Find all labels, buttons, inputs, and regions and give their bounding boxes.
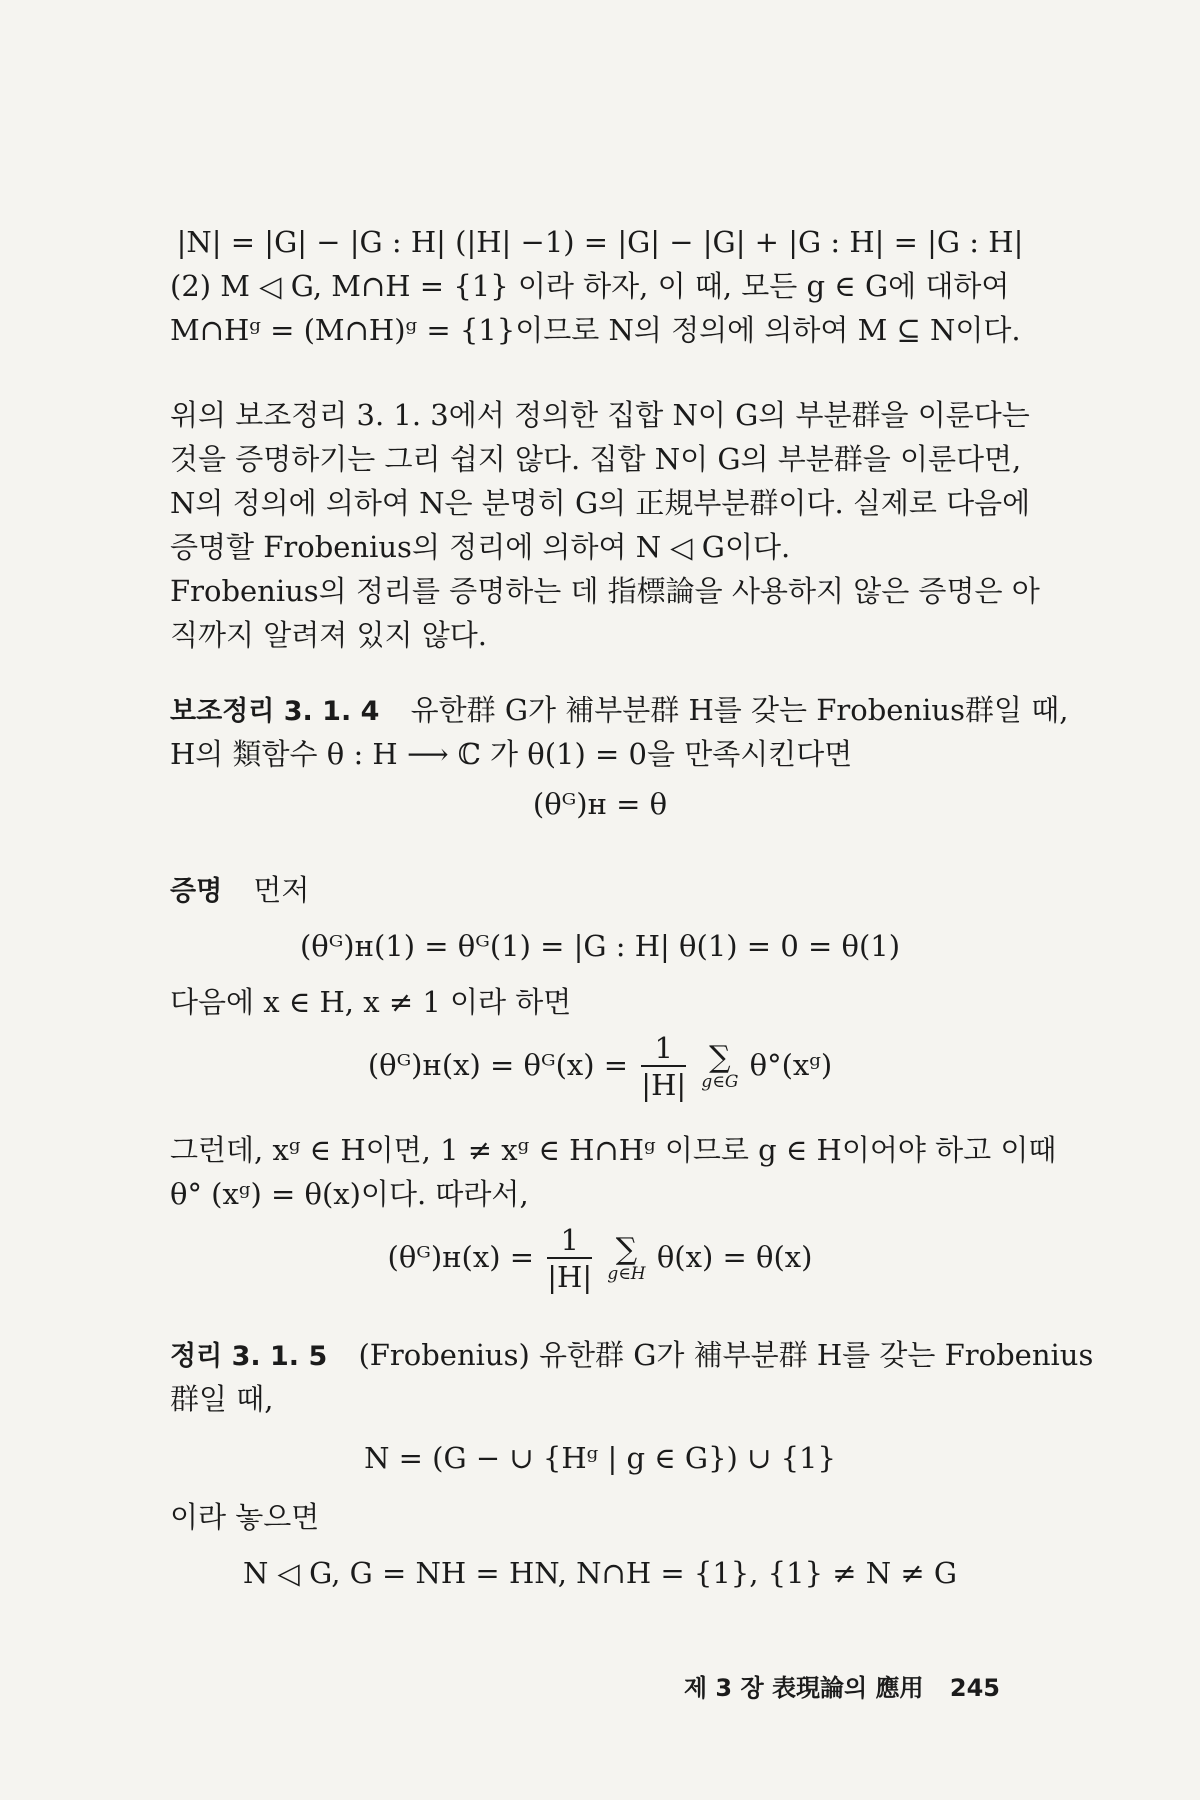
sigma-symbol: ∑ xyxy=(615,1232,638,1267)
equation-index: |N| = |G| − |G : H| (|H| −1) = |G| − |G| + |G : H| = |G : H| xyxy=(176,225,1024,259)
proof-line: 다음에 x ∈ H, x ≠ 1 이라 하면 xyxy=(170,985,572,1019)
theorem-conclusion: N ◁ G, G = NH = HN, N∩H = {1}, {1} ≠ N ≠ G xyxy=(242,1556,958,1590)
proof-text: 먼저 xyxy=(253,873,310,907)
sum-index: g∈G xyxy=(701,1072,739,1092)
paragraph-line: Frobenius의 정리를 증명하는 데 指標論을 사용하지 않은 증명은 아 xyxy=(170,574,1040,608)
lemma-line: H의 類함수 θ : H ⟶ ℂ 가 θ(1) = 0을 만족시킨다면 xyxy=(170,737,853,771)
proof-line xyxy=(170,870,1050,912)
theorem-heading: 정리 3. 1. 5 xyxy=(170,1341,328,1372)
page-footer xyxy=(684,1668,1000,1703)
theorem-line: 群일 때, xyxy=(170,1382,274,1416)
lemma-heading: 보조정리 3. 1. 4 xyxy=(170,696,380,727)
theorem-text: (Frobenius) 유한群 G가 補부분群 H를 갖는 Frobenius xyxy=(358,1338,1094,1372)
proof-line: θ° (xᵍ) = θ(x)이다. 따라서, xyxy=(170,1177,529,1211)
eq3-sum xyxy=(607,1232,646,1284)
proof-equation-1: (θᴳ)ʜ(1) = θᴳ(1) = |G : H| θ(1) = 0 = θ(1) xyxy=(299,929,901,963)
eq3-fraction xyxy=(547,1223,592,1295)
chapter-label: 제 3 장 表現論의 應用 xyxy=(683,1674,924,1702)
proof-equation-2 xyxy=(0,1030,1200,1103)
eq2-right: θ°(xᵍ) xyxy=(749,1048,833,1082)
eq2-denominator: |H| xyxy=(641,1068,687,1102)
sum-index: g∈H xyxy=(607,1264,646,1284)
theorem-line: 이라 놓으면 xyxy=(170,1500,320,1534)
paragraph-line: 위의 보조정리 3. 1. 3에서 정의한 집합 N이 G의 부분群을 이룬다는 xyxy=(170,398,1030,432)
sigma-symbol: ∑ xyxy=(709,1040,731,1075)
eq2-fraction xyxy=(641,1031,686,1103)
paragraph-line: 것을 증명하기는 그리 쉽지 않다. 집합 N이 G의 부분群을 이룬다면, xyxy=(170,442,1022,476)
page-number: 245 xyxy=(949,1674,1000,1702)
eq2-numerator: 1 xyxy=(641,1031,686,1067)
eq3-right: θ(x) = θ(x) xyxy=(656,1240,813,1274)
theorem-equation: N = (G − ∪ {Hᵍ | g ∈ G}) ∪ {1} xyxy=(364,1441,836,1475)
proof-line: 그런데, xᵍ ∈ H이면, 1 ≠ xᵍ ∈ H∩Hᵍ 이므로 g ∈ H이어야 하고 이때 xyxy=(170,1133,1057,1167)
text-line: (2) M ◁ G, M∩H = {1} 이라 하자, 이 때, 모든 g ∈ G에 대하여 xyxy=(170,269,1010,303)
paragraph-line: 증명할 Frobenius의 정리에 의하여 N ◁ G이다. xyxy=(170,530,791,564)
eq2-sum xyxy=(701,1040,739,1092)
eq3-denominator: |H| xyxy=(547,1260,593,1294)
lemma-line xyxy=(170,690,1069,732)
theorem-line xyxy=(170,1335,1094,1377)
paragraph-line: N의 정의에 의하여 N은 분명히 G의 正規부분群이다. 실제로 다음에 xyxy=(170,486,1031,520)
eq3-left: (θᴳ)ʜ(x) = xyxy=(387,1240,535,1274)
proof-heading: 증명 xyxy=(170,876,223,907)
text-line: M∩Hᵍ = (M∩H)ᵍ = {1}이므로 N의 정의에 의하여 M ⊆ N이다. xyxy=(170,313,1021,347)
eq3-numerator: 1 xyxy=(547,1223,592,1259)
lemma-equation: (θᴳ)ʜ = θ xyxy=(532,787,668,821)
proof-equation-3 xyxy=(0,1222,1200,1295)
paragraph-line: 직까지 알려져 있지 않다. xyxy=(170,618,488,652)
eq2-left: (θᴳ)ʜ(x) = θᴳ(x) = xyxy=(367,1048,629,1082)
lemma-text: 유한群 G가 補부분群 H를 갖는 Frobenius群일 때, xyxy=(410,693,1069,727)
